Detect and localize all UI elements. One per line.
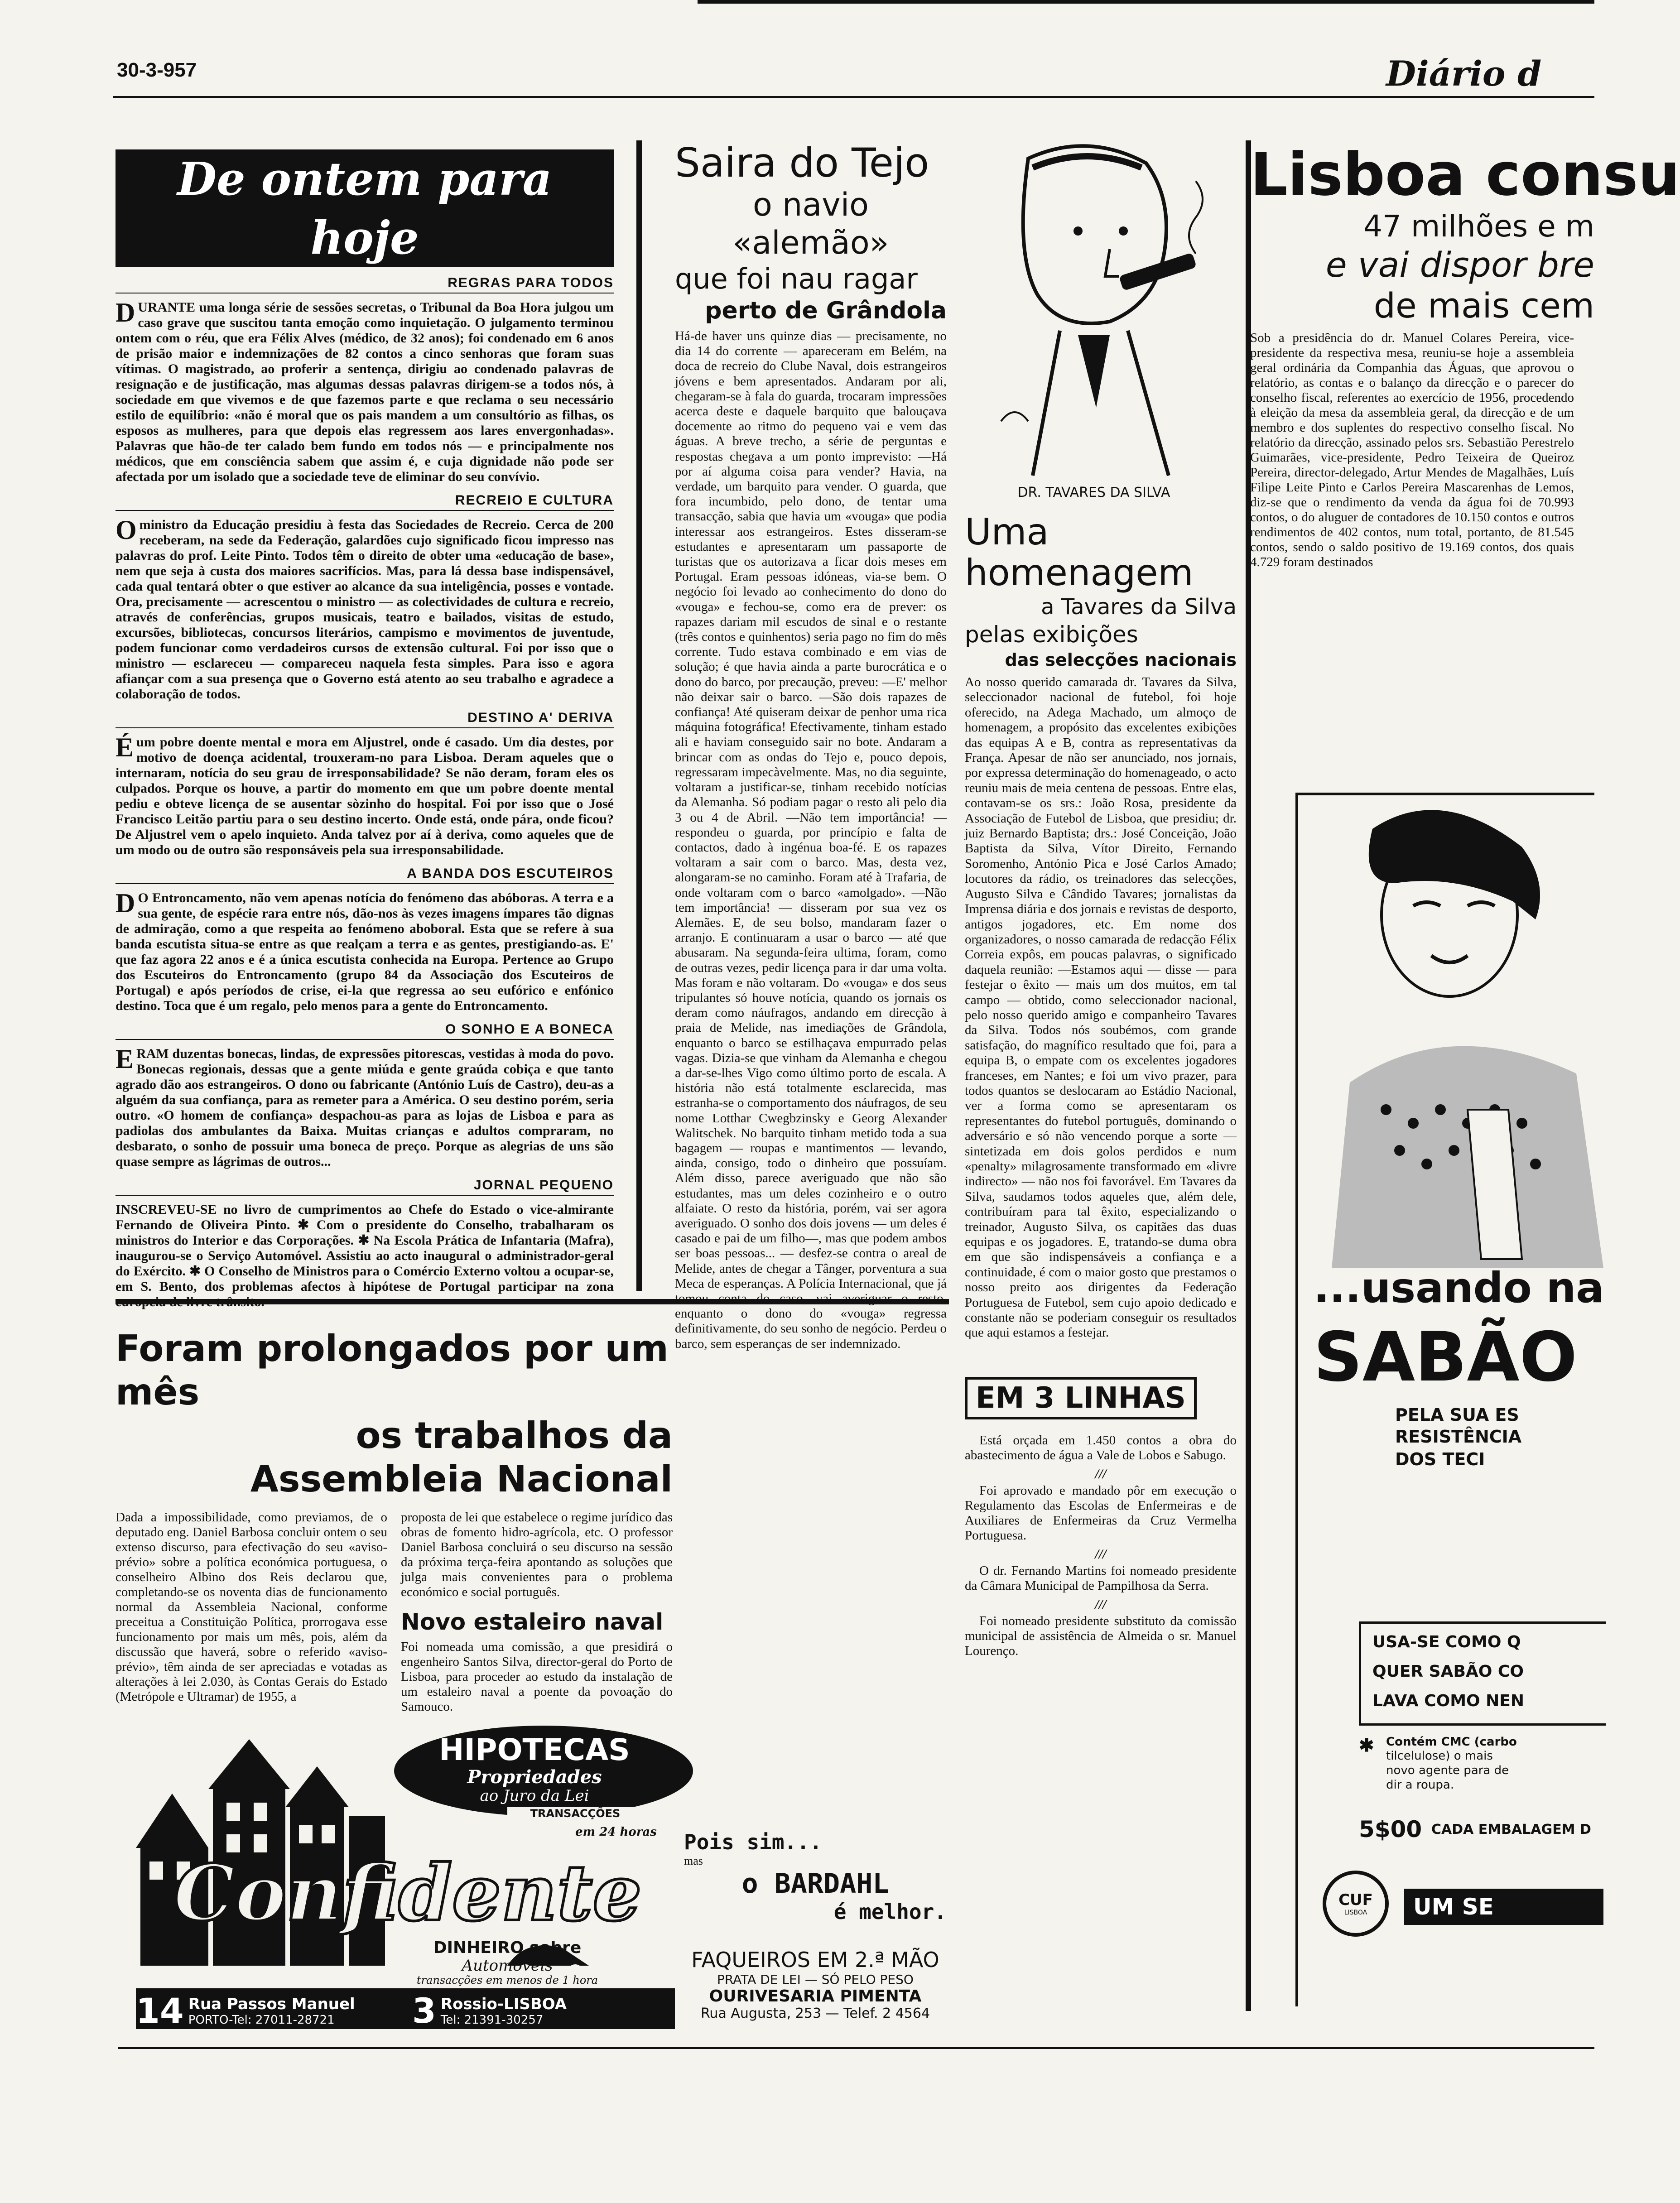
- ad-line: FAQUEIROS EM 2.ª MÃO: [691, 1948, 939, 1972]
- col3: [965, 512, 1237, 1662]
- masthead-rule: [113, 96, 1594, 98]
- section-head: REGRAS PARA TODOS: [116, 275, 614, 293]
- col2: [675, 140, 947, 1352]
- portrait-caricature: [974, 140, 1214, 485]
- article-text: Foi nomeada uma comissão, a que presidirá o engenheiro Santos Silva, director-geral do Porto de Lisboa, para proceder ao estudo da instalação de um estaleiro naval a poente da povoação do Samouco.: [401, 1640, 673, 1714]
- ad-line: RESISTÊNCIA: [1395, 1427, 1522, 1447]
- section-head: O SONHO E A BONECA: [116, 1022, 614, 1040]
- address-phone: Tel: 21391-30257: [440, 2013, 544, 2027]
- em3linhas-box: [965, 1377, 1237, 1419]
- ad-line: novo agente para de: [1386, 1764, 1509, 1777]
- ad-line: LAVA COMO NEN: [1372, 1692, 1525, 1710]
- headline: das selecções nacionais: [1005, 650, 1237, 670]
- ad-line: transacções em menos de 1 hora: [416, 1974, 598, 1987]
- ad-line: USA-SE COMO Q: [1372, 1633, 1521, 1651]
- list-item: Está orçada em 1.450 contos a obra do abastecimento de água a Vale de Lobos e Sabugo.: [965, 1433, 1237, 1462]
- ad-line: Automóveis: [462, 1957, 553, 1975]
- headline: a Tavares da Silva: [1041, 594, 1237, 620]
- article-text: DURANTE uma longa série de sessões secretas, o Tribunal da Boa Hora julgou um caso grave que suscitou tanta emoção como inquietação. O julgamento terminou ontem com o réu, que era Félix Alves (médico, de 32 anos); foi condenado em 6 anos de prisão maior e indemnizações de 82 contos a cinco senhoras que foram suas vítimas. O magistrado, ao proferir a sentença, dirigiu ao condenado palavras de resignação e de justificação, mas algumas dessas palavras dirigem-se a todos nós, à sociedade em que vivemos e de que fazemos parte e que reclama o seu necessário estilo de equilíbrio: «não é moral que os pais mandem a um consultório as filhas, os esposos as mulheres, para que depois elas regressem aos lares envergonhadas». Palavras que hão-de ter calado bem fundo em todos nós — e principalmente nos médicos, que em consciência sabem que assim é, e cuja dignidade não pode ser afectada por um isolado que a sociedade teve de eliminar do seu convívio.: [116, 298, 614, 484]
- headline: o navio «alemão»: [732, 186, 889, 261]
- headline: pelas exibições: [965, 621, 1138, 648]
- article-text: Dada a impossibilidade, como previamos, de o deputado eng. Daniel Barbosa concluir ontem o seu extenso discurso, para efectivação do seu «aviso-prévio» sobre a política económica portuguesa, o conselheiro Albino dos Reis declarou que, completando-se os noventa dias de funcionamento normal da Assembleia Nacional, conforme preceitua a Constituição Política, prorrogava esse funcionamento por mais um mês, pois, além da discussão que haverá, sobre o referido «aviso-prévio», têm ainda de ser apreciadas e votadas as alterações à lei 2.030, às Contas Gerais do Estado (Metrópole e Ultramar) de 1955, a: [116, 1510, 387, 1704]
- ad-line: Pois sim...: [684, 1830, 822, 1854]
- section-head: DESTINO A' DERIVA: [116, 710, 614, 728]
- article-text: ERAM duzentas bonecas, lindas, de expressões pitorescas, vestidas à moda do povo. Bonecas regionais, dessas que a gente miúda e gente graúda cobiça e que tanto agrado dão aos estrangeiros. O dono ou fabricante (António Luís de Castro), deu-as a alguém da sua confiança, para as remeter para a América. O seu destino porém, seria outro. «O homem de confiança» despachou-as para as lojas de Lisboa e para as padiolas dos ambulantes da Baixa. Muitas crianças e adultos compraram, no desbarato, o sonho de possuir uma boneca de preço. Porque as alegrias de uns são quase sempre as lágrimas de outros...: [116, 1044, 614, 1169]
- ad-line: ...usando na: [1314, 1264, 1604, 1312]
- sabao-ad: [1295, 793, 1604, 2006]
- article-text: proposta de lei que estabelece o regime jurídico das obras de fomento hidro-agrícola, etc. O professor Daniel Barbosa concluirá o seu discurso na sessão da próxima terça-feira apontando as soluções que julga mais convenientes para o problema económico e social português.: [401, 1510, 673, 1599]
- newspaper-name: Diário d: [1386, 53, 1542, 94]
- address-street: Rua Passos Manuel: [188, 1995, 355, 2013]
- confidente-ad: [136, 1712, 675, 2029]
- article-text: Sob a presidência do dr. Manuel Colares Pereira, vice-presidente da respectiva mesa, reuniu-se hoje a assembleia geral ordinária da Companhia das Águas, que aprovou o relatório, as contas e o balanço da direcção e o parecer do conselho fiscal, referentes ao exercício de 1956, procedendo à eleição da mesa da assembleia geral, da direcção e de um membro e dos suplentes do respectivo conselho fiscal. No relatório da direcção, assinado pelos srs. Sebastião Perestrelo Guimarães, vice-presidente, Pedro Teixeira de Queiroz Pereira, director-delegado, Artur Mendes de Magalhães, Luís Filipe Leite Pinto e Carlos Pereira Mascarenhas de Lemos, diz-se que o rendimento da venda da água foi de 70.993 contos, o do aluguer de contadores de 10.150 contos e outros rendimentos de 402 contos, num total, portanto, de 81.545 contos, sendo o saldo positivo de 19.169 contos, dos quais 4.729 foram destinados: [1250, 331, 1574, 569]
- article-text: Há-de haver uns quinze dias — precisamente, no dia 14 do corrente — apareceram em Belém, na doca de recreio do Clube Naval, dois estrangeiros jóvens e bem apresentados. Andaram por ali, chegaram-se à fala do guarda, trocaram impressões acerca deste e daquele barquito que balouçava docemente ao ritmo do pequeno vai e vem das águas. A breve trecho, a série de perguntas e respostas chegava a um ponto imprevisto: —Há por aí alguma coisa para vender? Havia, na verdade, um barquito para vender. O guarda, que fora incumbido, pelo dono, de tentar uma transacção, sabia que havia um «vouga» que podia interessar aos estrangeiros. Estes disseram-se estudantes e apresentaram um passaporte de turistas que os autorizava a ficar dois meses em Portugal. Eram pessoas idóneas, via-se bem. O negócio foi levado ao conhecimento do dono do «vouga» e fechou-se, como era de prever: os rapazes dariam mil escudos de sinal e o restante (três contos e quinhentos) seria pago no fim do mês corrente. Tudo estava combinado e em vias de solução; é que havia ainda a parte burocrática e o dono do barco, por precaução, preveu: —E' melhor não deixar sair o barco. —São dois rapazes de confiança! Até quiseram deixar de penhor uma rica máquina fotográfica! Efectivamente, tinham estado ali e haviam conseguido sair no bote. Andaram a brincar com as ondas do Tejo e, pouco depois, regressaram impecàvelmente. Mas, no dia seguinte, voltaram a justificar-se, tinham recebido notícias da Alemanha. Só podiam pagar o resto ali pelo dia 3 ou 4 de Abril. —Não tem importância! — respondeu o guarda, por princípio e falta de contactos, dado à ingénua boa-fé. E os rapazes voltaram a sair com o barco. Mas, desta vez, alongaram-se no caminho. Foram até à Trafaria, de onde voltaram com o barco «amolgado». —Não tem importância! — disseram por sua vez os Alemães. E, de seu bolso, mandaram fazer o arranjo. E continuaram a usar o barco — até que abusaram. Na segunda-feira ultima, foram, como de outras vezes, pedir licença para ir dar uma volta. Mas foram e não voltaram. Do «vouga» e dos seus tripulantes só houve notícia, quando os jornais os deram como náufragos, andando em direcção à praia de Melide, nas imediações de Grândola, enquanto o barco se estilhaçava empurrado pelas vagas. Dizia-se que vinham da Alemanha e chegou a dar-se-lhes Vigo como último porto de escala. A história não está totalmente esclarecida, mas estranha-se o comportamento dos náufragos, de seu nome Lotthar Cwegbzinsky e Georg Alexander Walitschek. No barquito tinham metido toda a sua bagagem — roupas e mantimentos — levando, ainda, consigo, todo o dinheiro que possuíam. Além disso, parece averiguado que não são estudantes, mas um deles cozinheiro e o outro alfaiate. O resto da história, porém, vai ser agora averiguado. O sonho dos dois jovens — um deles é casado e pai de um filho—, mas que podem ambos ser boas pessoas... — desfez-se contra o areal de Melide, antes de chegar a Tânger, porventura a sua Meca de esperanças. A Polícia Internacional, que já tomou conta do caso, vai averiguar o resto, enquanto o dono do «vouga» regressa definitivamente, do seu sonho de negócio. Perdeu o barco, sem esperanças de ser indemnizado.: [675, 329, 947, 1351]
- top-rule: [698, 0, 1594, 4]
- ad-line: em 24 horas: [575, 1825, 657, 1839]
- ad-porto-address: [136, 1991, 405, 2031]
- faqueiros-ad: [684, 1948, 947, 2021]
- divider: ///: [1095, 1597, 1107, 1612]
- section-banner: De ontem para hoje: [116, 149, 614, 267]
- ad-lisboa-address: [412, 1991, 675, 2031]
- article-text: Oministro da Educação presidiu à festa das Sociedades de Recreio. Cerca de 200 receberam, na sede da Federação, galardões cujo significado ficou impresso nas palavras do prof. Leite Pinto. Todos têm o direito de obter uma «educação de base», nem que seja à custa dos maiores sacrifícios. Mas, para lá dessa base indispensável, cada qual tentará obter o que estiver ao alcance da sua inteligência, posses e vontade. Ora, precisamente — acrescentou o ministro — as colectividades de cultura e recreio, através de conferências, grupos musicais, teatro e bailados, visitas de estudo, excursões, bibliotecas, concursos literários, campismo e movimentos de juventude, podem funcionar como verdadeiros cursos de extensão cultural. Foi por isso que o ministro — esclareceu — compareceu naquela festa simples. Para isso e agora afiançar com a sua presença que o Governo está atento ao seu trabalho e agradece a colaboração de todos.: [116, 515, 614, 702]
- ad-line: PRATA DE LEI — SÓ PELO PESO: [717, 1972, 914, 1987]
- column-rule: [636, 140, 642, 1291]
- article-text: DO Entroncamento, não vem apenas notícia do fenómeno das abóboras. A terra e a sua gente, de espécie rara entre nós, dão-nos às vezes imagens ímpares tão dignas de admiração, como a que respeita ao fenómeno aboboral. Esta que se refere à sua banda escutista situa-se entre as que realçam a terra e as gentes, prestigiando-as. E' que faz agora 22 anos e é a única escutista conhecida na Europa. Pertence ao Grupo dos Escuteiros do Entroncamento (grupo 84 da Associação dos Escuteiros de Portugal) e após períodos de crise, ei-la que regressa ao seu eufórico e enfónico destino. Toca que é um regalo, pelo menos para a gente do Entroncamento.: [116, 888, 614, 1013]
- address-number: 3: [412, 1991, 436, 2031]
- headline: Uma homenagem: [965, 511, 1194, 594]
- ad-line: Rua Augusta, 253 — Telef. 2 4564: [700, 2006, 930, 2021]
- ad-line: PELA SUA ES: [1395, 1405, 1519, 1425]
- ad-line: HIPOTECAS: [439, 1732, 630, 1767]
- ad-line: QUER SABÃO CO: [1372, 1662, 1524, 1681]
- subheadline: Novo estaleiro naval: [401, 1609, 664, 1635]
- ad-line: dir a roupa.: [1386, 1778, 1454, 1792]
- headline: Saira do Tejo: [675, 139, 929, 186]
- ad-line: Propriedades: [467, 1766, 602, 1788]
- section-head: RECREIO E CULTURA: [116, 493, 614, 511]
- assembleia-article: [116, 1327, 673, 1714]
- ad-line: OURIVESARIA PIMENTA: [709, 1987, 922, 2006]
- headline: 47 milhões e m: [1363, 209, 1594, 244]
- logo-subtext: LISBOA: [1344, 1909, 1367, 1916]
- section-head: A BANDA DOS ESCUTEIROS: [116, 866, 614, 884]
- headline: Lisboa consu: [1250, 140, 1680, 209]
- ad-line: TRANSACÇÕES: [507, 1807, 643, 1820]
- headline: os trabalhos da Assembleia Nacional: [250, 1414, 673, 1500]
- article-text: Éum pobre doente mental e mora em Aljustrel, onde é casado. Um dia destes, por motivo de doença acidental, trouxeram-no para Lisboa. Deram aqueles que o internaram, notícia do seu grau de irresponsabilidade? Se não deram, foram eles os culpados. Porque os houve, a partir do momento em que um pobre doente mental pediu e obteve licença de se ausentar sòzinho do hospital. Foi por isso que o José Francisco Leitão partiu para o seu destino incerto. Onde está, onde pára, onde ficou? De Aljustrel vem o apelo inquieto. Anda talvez por aí à deriva, como aqueles que de um modo ou de outro são responsáveis pela sua irresponsabilidade.: [116, 732, 614, 857]
- headline: perto de Grândola: [705, 297, 947, 324]
- cuf-logo: [1323, 1871, 1389, 1937]
- box-title: EM 3 LINHAS: [965, 1377, 1197, 1419]
- ad-line: é melhor.: [833, 1900, 947, 1924]
- ad-line: mas: [684, 1854, 703, 1867]
- ad-brand: Confidente: [173, 1848, 642, 1938]
- ad-line: ao Juro da Lei: [480, 1787, 589, 1805]
- article-text: Ao nosso querido camarada dr. Tavares da Silva, seleccionador nacional de futebol, foi hoje oferecido, na Adega Machado, um almoço de homenagem, a propósito das excelentes exibições das equipas A e B, contra as representativas da França. Apesar de não ser anunciado, nos jornais, por expressa determinação do homenageado, o acto reuniu mais de meia centena de pessoas. Entre elas, contavam-se os srs.: João Rosa, presidente da Associação de Futebol de Lisboa, que presidiu; dr. juiz Bernardo Baptista; drs.: José Conceição, João Baptista da Silva, Vítor Direito, Fernando Soromenho, António Pica e José Carlos Amado; locutores da rádio, os treinadores das selecções, Augusto Silva e Cândido Tavares; jornalistas da Imprensa diária e dos jornais e revistas de desporto, antigos jogadores, etc. Em nome dos organizadores, o nosso camarada de redacção Félix Correia expôs, em poucas palavras, o significado daquela reunião: —Estamos aqui — disse — para festejar o êxito — mais um dos muitos, em tal campo — obtido, como seleccionador nacional, pelo nosso querido amigo e companheiro Tavares da Silva. Todos nós soubémos, com grande satisfação, do magnífico resultado que foi, para a equipa B, o empate com os excelentes jogadores franceses, em Nantes; e foi um vivo prazer, para todos quantos se deslocaram ao Estádio Nacional, ver a forma como se apresentaram os representantes do futebol português, dominando o adversário e só não vencendo porque a sorte — sintetizada em dois golos perdidos e num «penalty» milagrosamente transformado em «livre indirecto» — não nos foi favorável. Em Tavares da Silva, saudamos todos aqueles que, além dele, contribuíram para tal êxito, especializando o treinador, Augusto Silva, os capitães das duas equipas e os jogadores. E, tratando-se duma obra em que são indispensáveis a confiança e a continuidade, é com o maior gosto que prestamos o nosso preito aos dirigentes da Federação Portuguesa de Futebol, sem cujo apoio dedicado e constante não se poderiam conseguir os resultados que aqui estamos a festejar.: [965, 675, 1237, 1340]
- list-item: Foi aprovado e mandado pôr em execução o Regulamento das Escolas de Enfermeiras e de Auxiliares de Enfermeiras da Cruz Vermelha Portuguesa.: [965, 1483, 1237, 1543]
- portrait-caption: DR. TAVARES DA SILVA: [1017, 485, 1170, 500]
- ad-brand: o BARDAHL: [741, 1868, 889, 1900]
- section-head: JORNAL PEQUENO: [116, 1178, 614, 1196]
- logo-text: CUF: [1338, 1891, 1373, 1909]
- col1: [116, 149, 614, 1313]
- bardahl-ad: [684, 1830, 947, 1924]
- address-street: Rossio-LISBOA: [440, 1995, 567, 2013]
- article-text: INSCREVEU-SE no livro de cumprimentos ao Chefe do Estado o vice-almirante Fernando de Oliveira Pinto. ✱ Com o presidente do Conselho, trabalharam os ministros do Interior e das Corporações. ✱ Na Escola Prática de Infantaria (Mafra), inaugurou-se o Serviço Automóvel. Assistiu ao acto inaugural o administrador-geral do Exército. ✱ O Conselho de Ministros para o Comércio Externo voltou a ocupar-se, em S. Bento, dos problemas afectos à hipótese de Portugal participar na zona: [116, 1202, 614, 1294]
- list-item: Foi nomeado presidente substituto da comissão municipal de assistência de Almeida o sr. Manuel Lourenço.: [965, 1613, 1237, 1658]
- divider: ///: [1095, 1546, 1107, 1562]
- address-number: 14: [136, 1991, 184, 2031]
- headline: e vai dispor bre: [1325, 245, 1594, 285]
- bottom-rule: [118, 2047, 1594, 2049]
- list-item: O dr. Fernando Martins foi nomeado presidente da Câmara Municipal de Pampilhosa da Serra.: [965, 1563, 1237, 1593]
- divider: ///: [1095, 1466, 1107, 1481]
- headline: que foi nau ragar: [675, 262, 918, 295]
- ad-line: Contém CMC (carbo: [1386, 1735, 1517, 1749]
- headline: de mais cem: [1373, 285, 1594, 326]
- portrait-drawing: [974, 140, 1214, 485]
- ad-line: DINHEIRO sobre: [433, 1938, 582, 1957]
- col1-articles: [116, 275, 614, 1310]
- ad-line: tilcelulose) o mais: [1386, 1749, 1493, 1763]
- brief-list: [965, 1433, 1237, 1659]
- ad-brand: SABÃO: [1314, 1318, 1578, 1397]
- woman-illustration: [1295, 793, 1594, 1268]
- ad-line: DOS TECI: [1395, 1449, 1485, 1469]
- ad-banner: UM SE: [1404, 1889, 1603, 1925]
- price: 5$00: [1359, 1816, 1422, 1842]
- asterisk-icon: ✱: [1359, 1735, 1374, 1756]
- headline: Foram prolongados por um mês: [116, 1328, 669, 1413]
- page-date: 30-3-957: [117, 59, 197, 81]
- col4: [1250, 140, 1680, 570]
- ad-line: CADA EMBALAGEM D: [1431, 1822, 1591, 1837]
- address-phone: PORTO-Tel: 27011-28721: [188, 2013, 335, 2027]
